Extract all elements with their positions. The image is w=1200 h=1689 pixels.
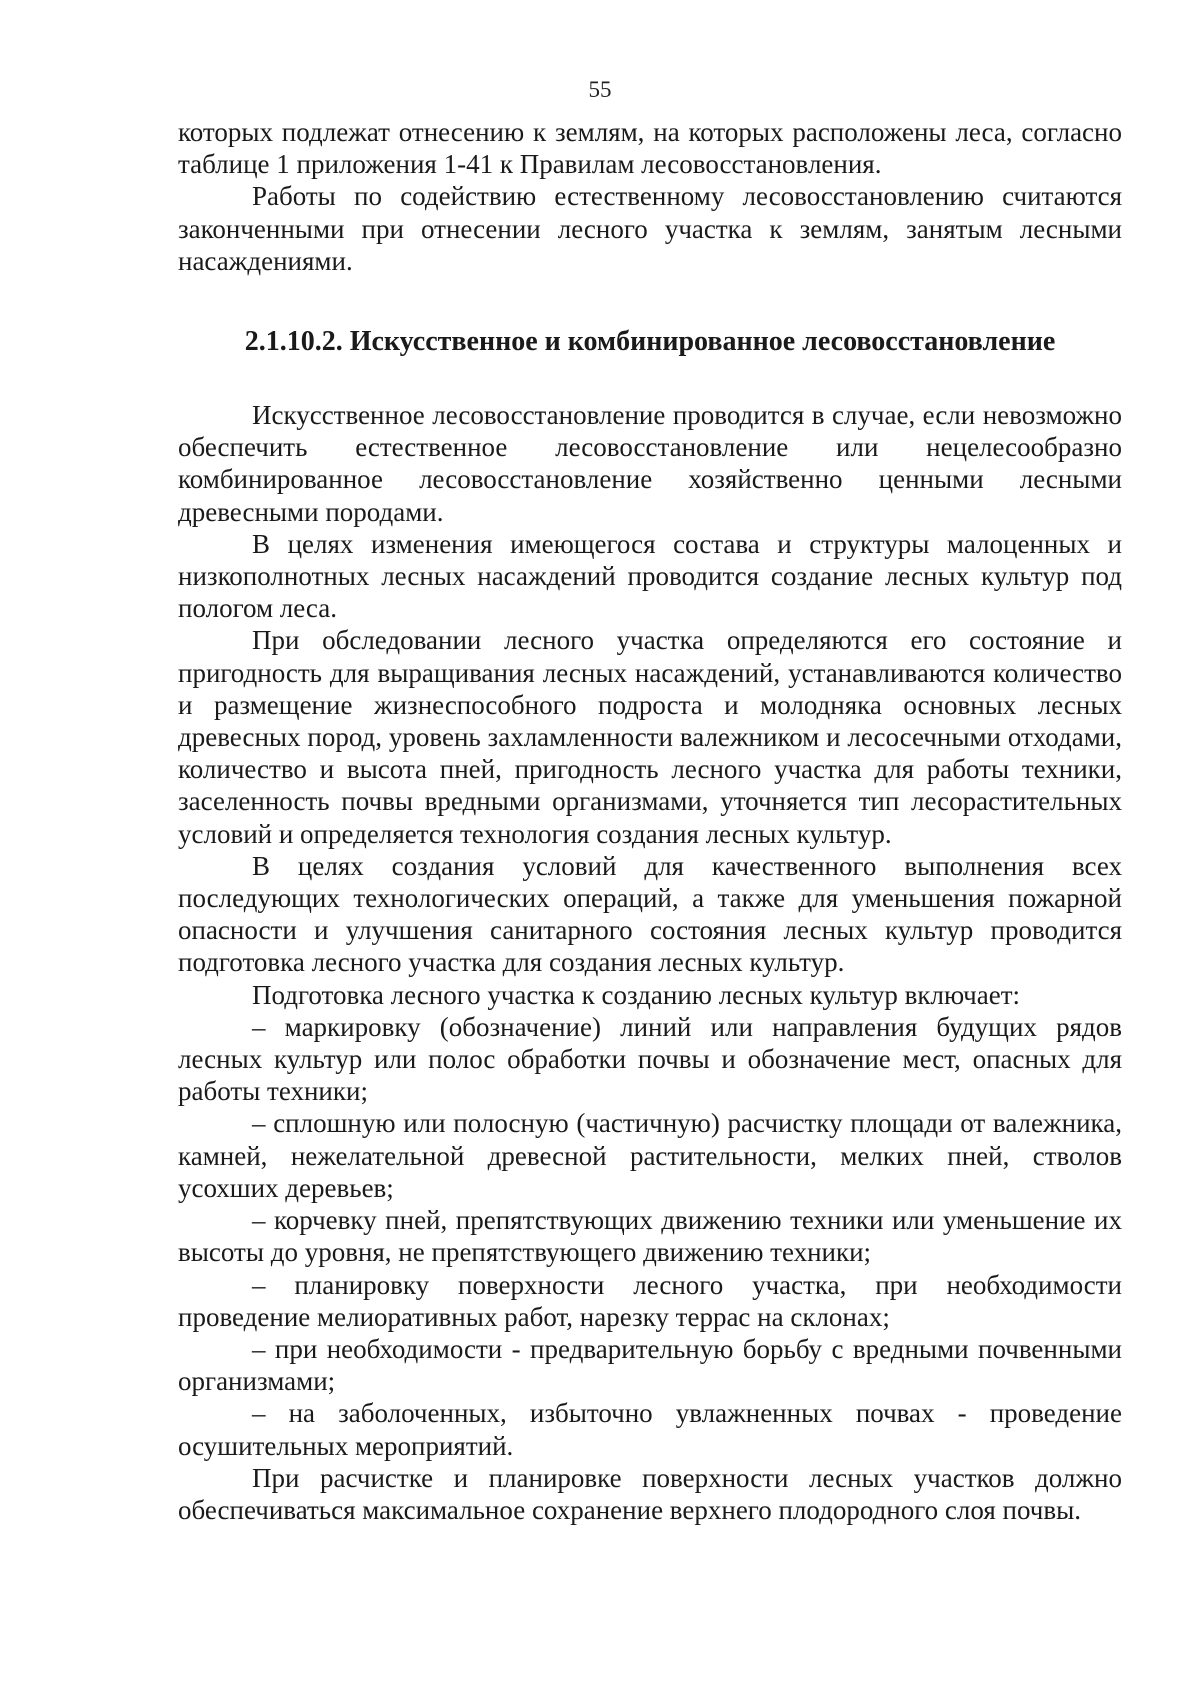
paragraph: В целях создания условий для качественного выполнения всех последующих технологических операций, а также для уменьшения пожарной опасности и улучшения санитарного состояния лесных культур проводится подготовка лесного участка для создания лесных культур. (178, 850, 1122, 978)
paragraph: В целях изменения имеющегося состава и структуры малоценных и низкополнотных лесных насаждений проводится создание лесных культур под пологом леса. (178, 528, 1122, 624)
list-item: – на заболоченных, избыточно увлажненных почвах - проведение осушительных мероприятий. (178, 1398, 1122, 1461)
page-number: 55 (588, 77, 612, 102)
paragraph: При обследовании лесного участка определяются его состояние и пригодность для выращивания лесных насаждений, устанавливаются количество и размещение жизнеспособного подроста и молодняка основных лесных древесных пород, уровень захламленности валежником и лесосечными отходами, количество и высота пней, пригодность лесного участка для работы техники, заселенность почвы вредными организмами, уточняется тип лесорастительных условий и определяется технология создания лесных культур. (178, 625, 1122, 849)
list-intro: Подготовка лесного участка к созданию лесных культур включает: (252, 979, 1020, 1010)
paragraph: которых подлежат отнесению к землям, на которых расположены леса, согласно таблице 1 приложения 1-41 к Правилам лесовосстановления. (178, 117, 1122, 180)
list-item: – маркировку (обозначение) линий или направления будущих рядов лесных культур или полос обработки почвы и обозначение мест, опасных для работы техники; (178, 1011, 1122, 1107)
paragraph: Работы по содействию естественному лесовосстановлению считаются законченными при отнесении лесного участка к землям, занятым лесными насаждениями. (178, 181, 1122, 276)
section-heading: 2.1.10.2. Искусственное и комбинированное лесовосстановление (244, 326, 1056, 358)
list-item: – корчевку пней, препятствующих движению техники или уменьшение их высоты до уровня, не препятствующего движению техники; (178, 1205, 1122, 1268)
list-item: – сплошную или полосную (частичную) расчистку площади от валежника, камней, нежелательной древесной растительности, мелких пней, стволов усохших деревьев; (178, 1108, 1122, 1203)
paragraph: Искусственное лесовосстановление проводится в случае, если невозможно обеспечить естественное лесовосстановление или нецелесообразно комбинированное лесовосстановление хозяйственно ценными лесными древесными породами. (178, 400, 1122, 527)
document-body (178, 116, 1122, 1526)
paragraph: При расчистке и планировке поверхности лесных участков должно обеспечиваться максимальное сохранение верхнего плодородного слоя почвы. (178, 1462, 1122, 1525)
list-item: – при необходимости - предварительную борьбу с вредными почвенными организмами; (178, 1333, 1122, 1397)
list-item: – планировку поверхности лесного участка, при необходимости проведение мелиоративных работ, нарезку террас на склонах; (178, 1269, 1122, 1332)
